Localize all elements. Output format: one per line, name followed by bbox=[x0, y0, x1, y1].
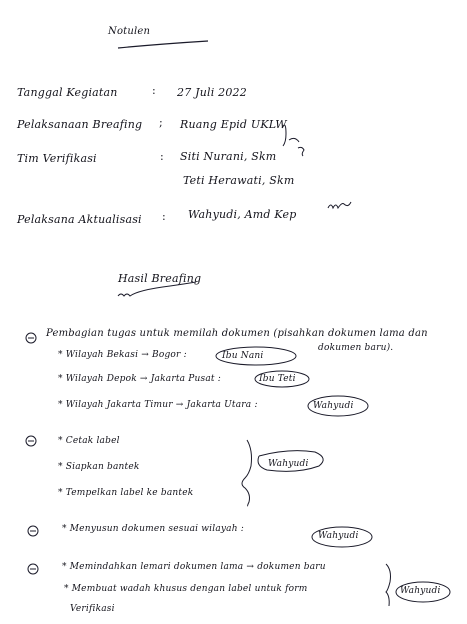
field-colon: : bbox=[152, 84, 156, 97]
field-label-pelaksanaan: Pelaksanaan Breafing bbox=[17, 118, 143, 131]
field-colon: : bbox=[162, 210, 166, 223]
person-name: Ibu Nani bbox=[222, 351, 264, 361]
item-1-sub-2: * Wilayah Depok → Jakarta Pusat : bbox=[58, 374, 222, 384]
item-1-text-cont: dokumen baru). bbox=[318, 343, 394, 353]
item-2-sub-3: * Tempelkan label ke bantek bbox=[58, 488, 194, 498]
person-name: Ibu Teti bbox=[259, 374, 296, 384]
item-2-sub-2: * Siapkan bantek bbox=[58, 462, 140, 472]
item-3-text: * Menyusun dokumen sesuai wilayah : bbox=[62, 524, 245, 534]
person-name: Wahyudi bbox=[313, 401, 354, 411]
item-1-sub-1: * Wilayah Bekasi → Bogor : bbox=[58, 350, 187, 360]
field-value-tim-1: Siti Nurani, Skm bbox=[180, 150, 277, 163]
field-value-tim-2: Teti Herawati, Skm bbox=[183, 174, 295, 187]
field-label-aktualisasi: Pelaksana Aktualisasi bbox=[17, 213, 142, 226]
field-value-aktualisasi: Wahyudi, Amd Kep bbox=[188, 208, 297, 221]
field-label-tim: Tim Verifikasi bbox=[17, 152, 97, 165]
person-name: Wahyudi bbox=[268, 459, 309, 469]
section-title: Hasil Breafing bbox=[118, 272, 202, 285]
item-4-sub-2: * Membuat wadah khusus dengan label untuk form bbox=[64, 584, 308, 594]
field-colon: : bbox=[160, 150, 164, 163]
document-title: Notulen bbox=[108, 26, 151, 37]
item-1-sub-3: * Wilayah Jakarta Timur → Jakarta Utara : bbox=[58, 400, 258, 410]
item-1-text: Pembagian tugas untuk memilah dokumen (pisahkan dokumen lama dan bbox=[46, 328, 428, 339]
field-colon: ; bbox=[159, 116, 163, 129]
item-4-sub-1: * Memindahkan lemari dokumen lama → dokumen baru bbox=[62, 562, 326, 572]
field-value-pelaksanaan: Ruang Epid UKLW bbox=[180, 118, 287, 131]
field-label-tanggal: Tanggal Kegiatan bbox=[17, 86, 118, 99]
item-2-sub-1: * Cetak label bbox=[58, 436, 120, 446]
person-name: Wahyudi bbox=[400, 586, 441, 596]
person-name: Wahyudi bbox=[318, 531, 359, 541]
item-4-sub-3: Verifikasi bbox=[70, 604, 115, 614]
field-value-tanggal: 27 Juli 2022 bbox=[177, 86, 247, 99]
